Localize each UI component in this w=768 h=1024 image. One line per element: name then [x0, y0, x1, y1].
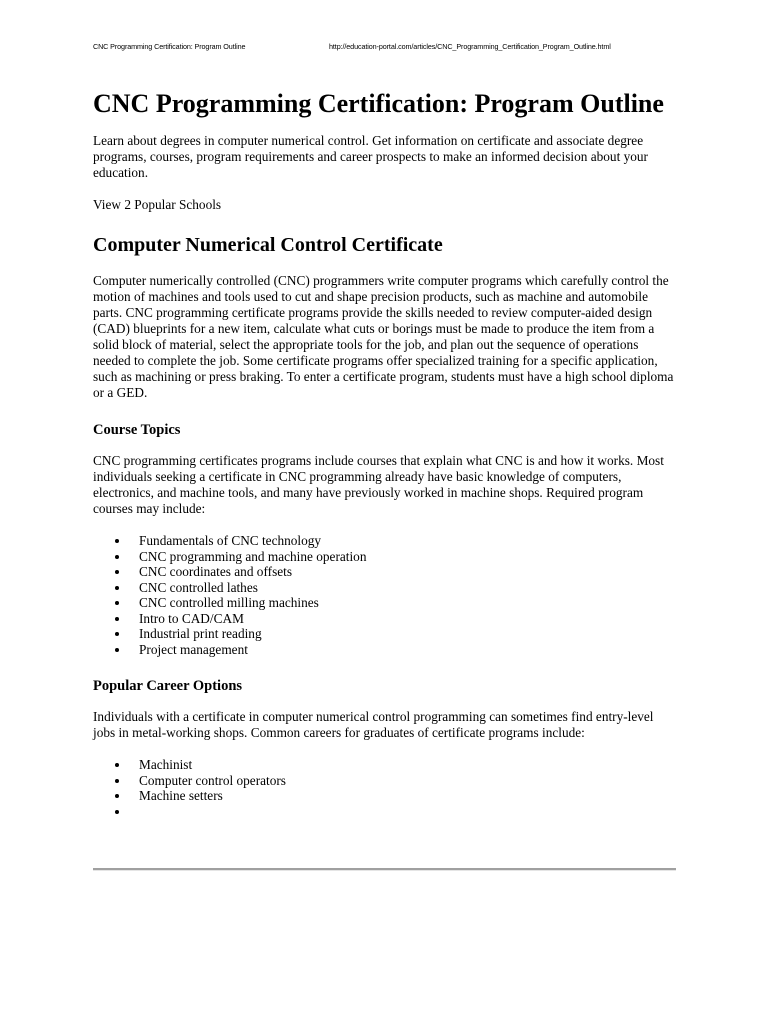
bullet-icon: [115, 810, 119, 814]
header-url: http://education-portal.com/articles/CNC_Programming_Certification_Program_Outline.html: [329, 42, 611, 51]
bullet-icon: [115, 601, 119, 605]
course-topics-list: [93, 533, 678, 657]
career-options-list: [93, 757, 678, 819]
list-item-text: CNC programming and machine operation: [139, 548, 367, 564]
bullet-icon: [115, 632, 119, 636]
page-header: [93, 42, 676, 56]
list-item: [93, 804, 678, 820]
bullet-icon: [115, 648, 119, 652]
bullet-icon: [115, 570, 119, 574]
bullet-icon: [115, 539, 119, 543]
bullet-icon: [115, 763, 119, 767]
list-item-text: CNC controlled milling machines: [139, 595, 319, 610]
list-item-text: Fundamentals of CNC technology: [139, 533, 322, 548]
list-item-text: CNC coordinates and offsets: [139, 564, 293, 579]
list-item: [93, 626, 678, 642]
list-item: [93, 549, 678, 565]
article-title: CNC Programming Certification: Program Outline: [93, 89, 664, 118]
list-item: [93, 595, 678, 611]
list-item-text: Machine setters: [139, 788, 223, 803]
bullet-icon: [115, 617, 119, 621]
list-item-text: CNC controlled lathes: [139, 579, 258, 595]
bullet-icon: [115, 779, 119, 783]
bullet-icon: [115, 555, 119, 559]
list-item: [93, 611, 678, 627]
list-item-text: Computer control operators: [139, 772, 286, 788]
list-item: [93, 773, 678, 789]
bullet-icon: [115, 794, 119, 798]
header-title: CNC Programming Certification: Program Outline: [93, 42, 246, 51]
bullet-icon: [115, 586, 119, 590]
list-item-text: Project management: [139, 641, 248, 657]
career-options-paragraph: Individuals with a certificate in computer numerical control programming can sometimes find entry-level jobs in metal-working shops. Common careers for graduates of certificate programs include:: [93, 709, 654, 740]
list-item: [93, 788, 678, 804]
list-item: [93, 642, 678, 658]
section-heading: Computer Numerical Control Certificate: [93, 234, 443, 256]
article: [93, 88, 678, 835]
list-item-text: Industrial print reading: [139, 626, 262, 641]
intro-paragraph: Learn about degrees in computer numerical control. Get information on certificate and associate degree programs, courses, program requirements and career prospects to make an informed decision about your education.: [93, 133, 648, 180]
list-item: [93, 564, 678, 580]
list-item: [93, 533, 678, 549]
list-item: [93, 757, 678, 773]
list-item-text: Intro to CAD/CAM: [139, 610, 244, 626]
course-topics-heading: Course Topics: [93, 422, 181, 438]
horizontal-divider: [93, 868, 676, 871]
view-schools-link[interactable]: View 2 Popular Schools: [93, 197, 222, 212]
list-item-text: Machinist: [139, 757, 193, 772]
career-options-heading: Popular Career Options: [93, 678, 243, 694]
list-item: [93, 580, 678, 596]
course-topics-paragraph: CNC programming certificates programs include courses that explain what CNC is and how it works. Most individuals seeking a certificate in CNC programming already have basic knowledge of computers, electronics, and machine tools, and many have previously worked in machine shops. Required program courses may include:: [93, 453, 664, 516]
section-paragraph: Computer numerically controlled (CNC) programmers write computer programs which carefully control the motion of machines and tools used to cut and shape precision products, such as machine and automobile parts. CNC programming certificate programs provide the skills needed to review computer-aided design (CAD) blueprints for a new item, calculate what cuts or borings must be made to produce the item from a solid block of material, select the appropriate tools for the job, and plan out the sequence of operations needed to complete the job. Some certificate programs offer specialized training for a specific application, such as machining or press braking. To enter a certificate program, students must have a high school diploma or a GED.: [93, 273, 674, 400]
